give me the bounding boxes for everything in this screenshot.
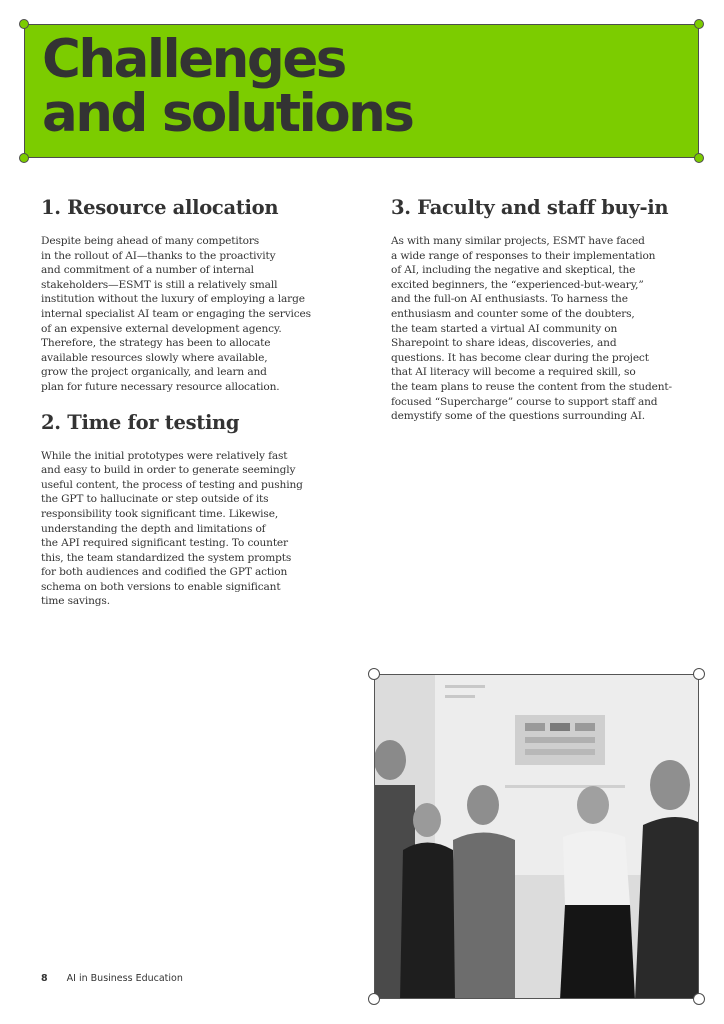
right-column: [391, 196, 691, 440]
publication-title: AI in Business Education: [66, 973, 183, 984]
section-heading-resource-allocation: 1. Resource allocation: [41, 196, 279, 219]
title-line-2: and solutions: [42, 83, 413, 144]
title-banner: [24, 24, 699, 158]
banner-handle-bottom-left[interactable]: [19, 153, 29, 163]
photo-handle-bottom-left[interactable]: [368, 993, 380, 1005]
title-line-1: Challenges: [42, 29, 345, 90]
section-body-resource-allocation: Despite being ahead of many competitors in the rollout of AI—thanks to the proactivity and commitment of a number of internal stakeholders—ESMT is still a relatively small institution without the luxury of employing a large internal specialist AI team or engaging the services of an expensive external development agency. Therefore, the strategy has been to allocate available resources slowly where available, grow the project organically, and learn and plan for future necessary resource allocation.: [41, 235, 311, 393]
banner-handle-bottom-right[interactable]: [694, 153, 704, 163]
group-photo-illustration: [375, 675, 699, 999]
photo-handle-top-right[interactable]: [693, 668, 705, 680]
photo-handle-top-left[interactable]: [368, 668, 380, 680]
section-heading-faculty-buy-in: 3. Faculty and staff buy-in: [391, 196, 669, 219]
section-heading-time-for-testing: 2. Time for testing: [41, 410, 240, 434]
left-column: [41, 196, 331, 625]
group-photo-image[interactable]: [374, 674, 699, 999]
section-body-faculty-buy-in: As with many similar projects, ESMT have faced a wide range of responses to their implementation of AI, including the negative and skeptical, the excited beginners, the “experienced-but-weary,” and the full-on AI enthusiasts. To harness the enthusiasm and counter some of the doubters, the team started a virtual AI community on Sharepoint to share ideas, discoveries, and questions. It has become clear during the project that AI literacy will become a required skill, so the team plans to reuse the content from the student- focused “Supercharge” course to support staff and demystify some of the questions surrounding AI.: [391, 235, 672, 423]
banner-handle-top-right[interactable]: [694, 19, 704, 29]
page-title: [42, 29, 413, 144]
page-number: 8: [41, 973, 48, 984]
page-footer: [41, 973, 183, 984]
photo-handle-bottom-right[interactable]: [693, 993, 705, 1005]
section-body-time-for-testing: While the initial prototypes were relatively fast and easy to build in order to generate seemingly useful content, the process of testing and pushing the GPT to hallucinate or step outside of its responsibility took significant time. Likewise, understanding the depth and limitations of the API required significant testing. To counter this, the team standardized the system prompts for both audiences and codified the GPT action schema on both versions to enable significant time savings.: [41, 449, 303, 608]
banner-handle-top-left[interactable]: [19, 19, 29, 29]
